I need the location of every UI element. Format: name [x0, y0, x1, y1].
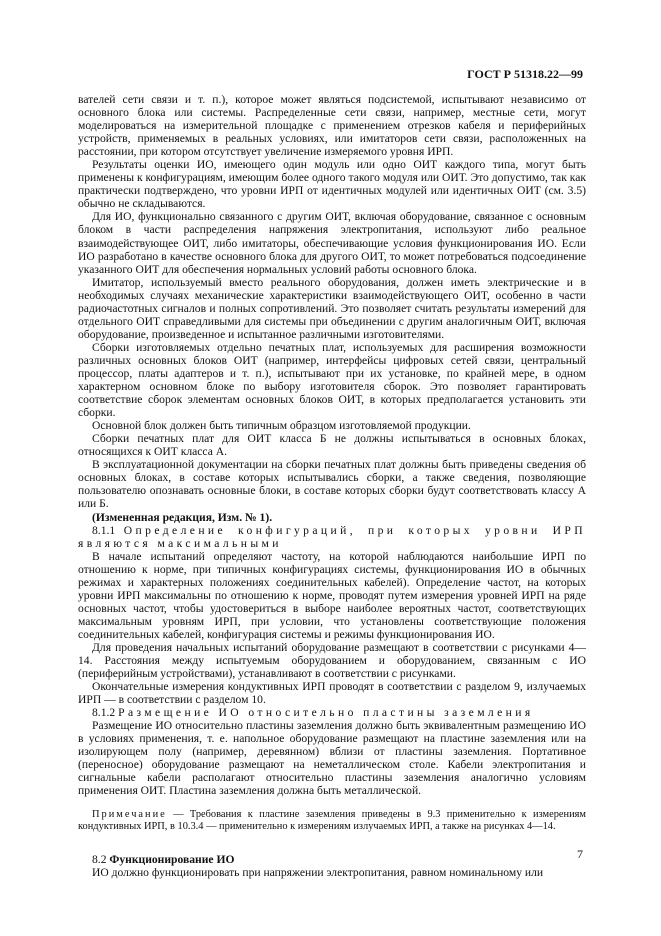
paragraph: В начале испытаний определяют частоту, на которой наблюдаются наибольшие ИРП по отношению к норме, при типичных конфигурациях системы, функционирования ИО в обычных режимах и характерных положениях соединительных кабелей). Определение частот, на которых уровни ИРП максимальны по отношению к норме, проводят путем измерения уровней ИРП на ряде основных частот, чтобы удостовериться в выборе наиболее вероятных частот, соответствующих максимальным уровням ИРП, при условии, что установлены соответствующие положения соединительных кабелей, конфигурация системы и режимы функционирования ИО. — [78, 549, 586, 641]
paragraph: ИО должно функционировать при напряжении электропитания, равном номинальному или — [92, 865, 544, 879]
paragraph: Окончательные измерения кондуктивных ИРП проводят в соответствии с разделом 9, излучаемых ИРП — в соответствии с разделом 10. — [78, 680, 586, 707]
paragraph: Имитатор, используемый вместо реального оборудования, должен иметь электрические и в необходимых случаях механические характеристики взаимодействующего ОИТ, особенно в части радиочастотных сигналов и полных сопротивлений. Это позволяет считать результаты измерений для отдельного ОИТ справедливыми для системы при объединении с другим аналогичным ОИТ, включая оборудование, произведенное и испытанное различными изготовителями. — [78, 275, 586, 341]
paragraph: Сборки печатных плат для ОИТ класса Б не должны испытываться в основных блоках, относящихся к ОИТ класса А. — [78, 432, 586, 459]
paragraph: Для ИО, функционально связанного с другим ОИТ, включая оборудование, связанное с основным блоком в части распределения напряжения электропитания, используют либо реальное взаимодействующее ОИТ, либо имитаторы, обеспечивающие условия функционирования ИО. Если ИО разработано в качестве основного блока для другого ОИТ, то может потребоваться подсоединение указанного ОИТ для обеспечения нормальных условий работы основного блока. — [78, 210, 586, 276]
paragraph: Размещение ИО относительно пластины заземления должно быть эквивалентным размещению ИО в условиях применения, т. е. напольное оборудование размещают на пластине заземления или на изолирующем полу (например, деревянном) вблизи от пластины заземления. Портативное (переносное) оборудование размещают на неметаллическом столе. Кабели электропитания и сигнальные кабели располагают относительно пластины заземления аналогично условиям применения ОИТ. Пластина заземления должна быть металлической. — [78, 719, 586, 798]
document-code-header: ГОСТ Р 51318.22—99 — [467, 67, 583, 81]
section-heading-8-1-2 — [78, 706, 586, 719]
page-number: 7 — [577, 847, 583, 861]
note-text: — Требования к пластине заземления приведены в 9.3 применительно к измерениям кондуктивных ИРП, в 10.3.4 — применительно к измерениям излучаемых ИРП, а также на рисунках 4—14. — [78, 808, 586, 833]
amendment-note: (Измененная редакция, Изм. № 1). — [92, 510, 273, 524]
section-number: 8.2 — [92, 852, 107, 866]
paragraph: Для проведения начальных испытаний оборудование размещают в соответствии с рисунками 4—14. Расстояния между испытуемым оборудованием и оборудованием, связанным с ИО (периферийным устройствами), устанавливают в соответствии с рисунками. — [78, 640, 586, 681]
paragraph: Сборки изготовляемых отдельно печатных плат, используемых для расширения возможности различных основных блоков ОИТ (например, интерфейсы цифровых сетей связи, центральный процессор, платы адаптеров и т. п.), испытывают при их установке, по крайней мере, в одном характерном основном блоке по выбору изготовителя сборок. Это позволяет гарантировать соответствие сборок элементам основных блоков ОИТ, в которых предполагается установить эти сборки. — [78, 340, 586, 420]
section-number: 8.1.2 — [92, 706, 116, 720]
section-title: Размещение ИО относительно пластины заземления — [118, 706, 534, 720]
paragraph: Основной блок должен быть типичным образцом изготовляемой продукции. — [92, 419, 471, 433]
paragraph: Результаты оценки ИО, имеющего один модуль или одно ОИТ каждого типа, могут быть применены к конфигурациям, имеющим более одного такого модуля или ОИТ. Это допустимо, так как практически подтверждено, что уровни ИРП от идентичных модулей или идентичных ОИТ (см. 3.5) обычно не складываются. — [78, 158, 586, 211]
paragraph: вателей сети связи и т. п.), которое может являться подсистемой, испытывают независимо от основного блока или системы. Распределенные сети связи, например, местные сети, могут моделироваться на измерительной площадке с применением отрезков кабеля и периферийных устройств, применяемых в реальных условиях, или имитаторов сети связи, расположенных на расстоянии, при котором отсутствует увеличение измеряемого уровня ИРП. — [78, 93, 586, 159]
section-heading-8-1-1 — [78, 524, 586, 550]
section-heading-8-2 — [78, 853, 586, 866]
section-title: Функционирование ИО — [109, 852, 235, 866]
section-number: 8.1.1 — [92, 523, 116, 537]
note — [78, 809, 586, 834]
document-body — [78, 93, 586, 879]
section-title: Определение конфигураций, при которых уровни ИРП являются максимальными — [78, 523, 587, 550]
paragraph: В эксплуатационной документации на сборки печатных плат должны быть приведены сведения об основных блоках, в составе которых испытывались сборки, а также сведения, позволяющие пользователю опознавать основные блоки, в составе которых сборки будут соответствовать классу А или Б. — [78, 458, 586, 511]
note-label: Примечание — [92, 808, 167, 820]
